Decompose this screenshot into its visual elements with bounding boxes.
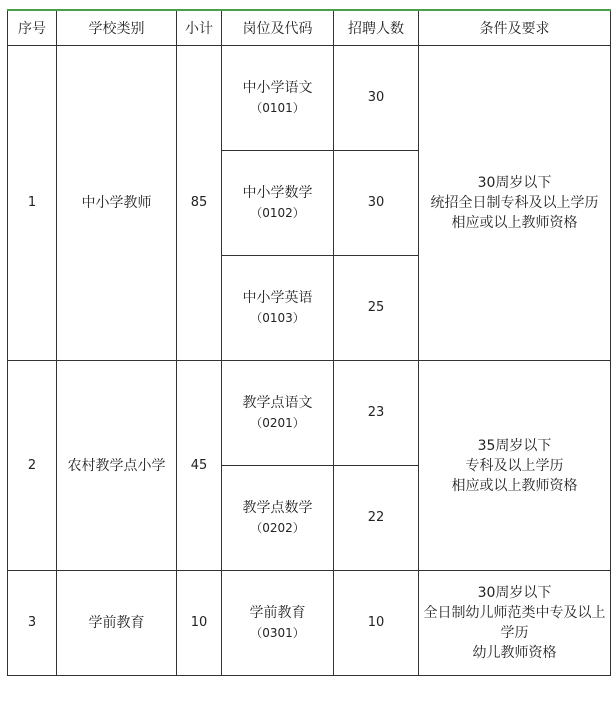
requirement-line: 相应或以上教师资格 [451, 477, 578, 494]
position-cell [222, 571, 334, 676]
group-subtotal: 85 [177, 46, 222, 361]
position-count: 30 [334, 46, 419, 151]
position-cell [222, 466, 334, 571]
position-count: 23 [334, 361, 419, 466]
group-subtotal: 45 [177, 361, 222, 571]
table-row [8, 571, 611, 676]
group-category: 农村教学点小学 [57, 361, 177, 571]
position-count: 25 [334, 256, 419, 361]
position-cell [222, 151, 334, 256]
header-row [8, 10, 611, 46]
position-name: 中小学英语 [242, 290, 313, 306]
recruitment-table-container [7, 9, 611, 676]
position-count: 30 [334, 151, 419, 256]
recruitment-table [7, 9, 611, 676]
position-code: （0301） [250, 626, 305, 640]
group-category: 学前教育 [57, 571, 177, 676]
requirement-line: 30周岁以下 [477, 175, 552, 191]
requirement-line: 幼儿教师资格 [472, 645, 557, 661]
group-requirements [419, 361, 611, 571]
group-requirements [419, 571, 611, 676]
position-name: 学前教育 [249, 605, 306, 621]
header-subtotal: 小计 [177, 10, 222, 46]
requirement-line: 学历 [500, 625, 529, 641]
position-code: （0101） [250, 101, 305, 115]
position-count: 10 [334, 571, 419, 676]
group-subtotal: 10 [177, 571, 222, 676]
requirement-line: 全日制幼儿师范类中专及以上 [423, 605, 606, 621]
header-hire-count: 招聘人数 [334, 10, 419, 46]
requirement-line: 统招全日制专科及以上学历 [430, 195, 599, 211]
position-cell [222, 361, 334, 466]
group-requirements [419, 46, 611, 361]
position-code: （0103） [250, 311, 305, 325]
position-count: 22 [334, 466, 419, 571]
position-cell [222, 46, 334, 151]
group-index: 2 [8, 361, 57, 571]
group-index: 1 [8, 46, 57, 361]
position-code: （0102） [250, 206, 305, 220]
header-index: 序号 [8, 10, 57, 46]
group-category: 中小学教师 [57, 46, 177, 361]
position-name: 教学点语文 [242, 395, 313, 411]
position-code: （0202） [250, 521, 305, 535]
position-name: 中小学语文 [242, 80, 313, 96]
header-requirements: 条件及要求 [419, 10, 611, 46]
header-position-code: 岗位及代码 [222, 10, 334, 46]
requirement-line: 相应或以上教师资格 [451, 215, 578, 231]
requirement-line: 30周岁以下 [477, 585, 552, 601]
group-index: 3 [8, 571, 57, 676]
table-row [8, 46, 611, 151]
position-code: （0201） [250, 416, 305, 430]
position-cell [222, 256, 334, 361]
table-row [8, 361, 611, 466]
position-name: 中小学数学 [242, 185, 313, 201]
position-name: 教学点数学 [242, 500, 313, 516]
requirement-line: 专科及以上学历 [465, 457, 564, 474]
requirement-line: 35周岁以下 [477, 437, 552, 454]
header-school-category: 学校类别 [57, 10, 177, 46]
